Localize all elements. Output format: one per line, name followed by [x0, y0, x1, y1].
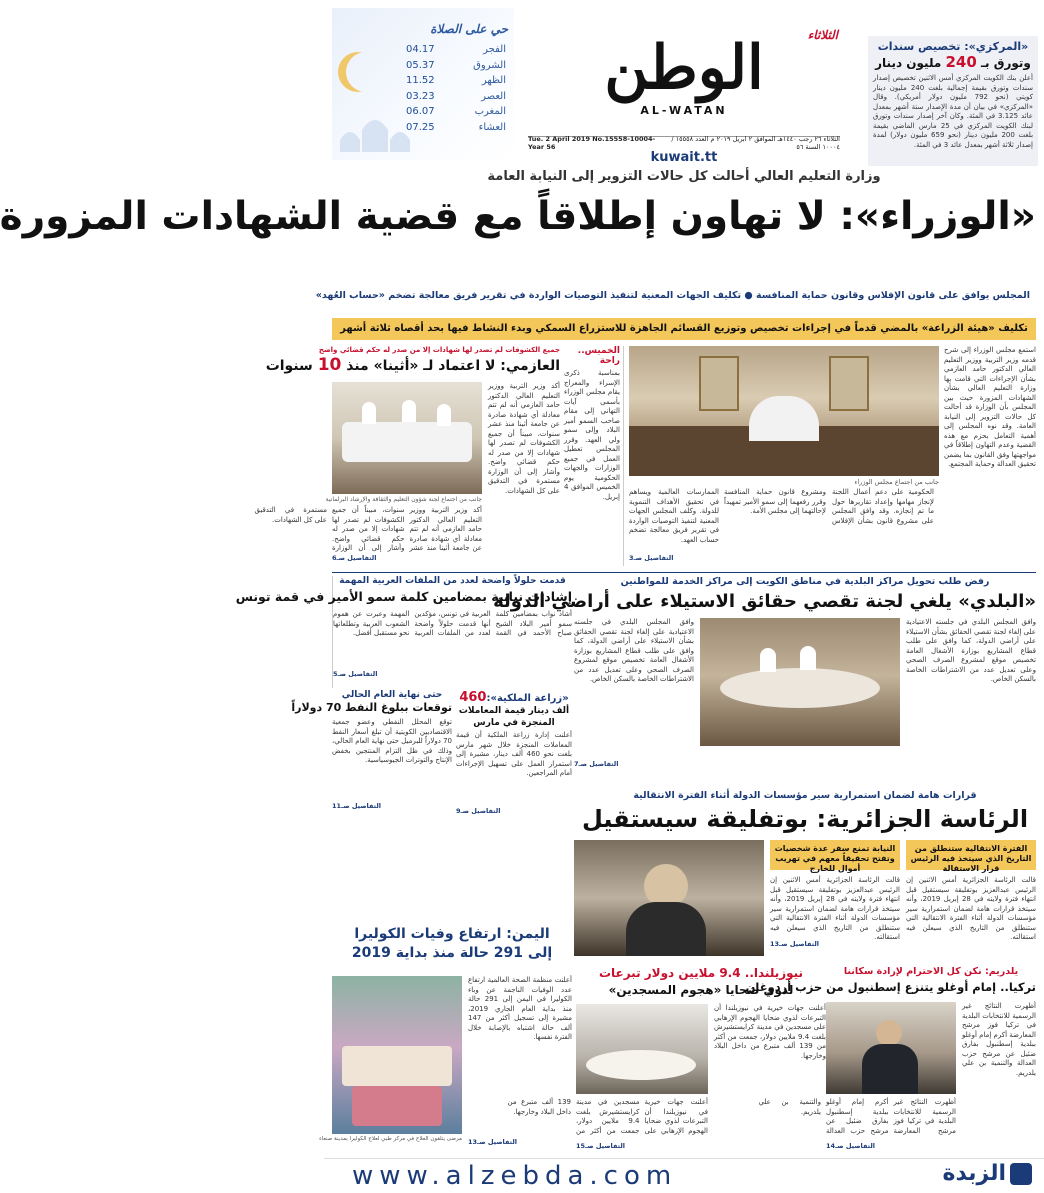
- footer-logo-icon: [1010, 1163, 1032, 1185]
- prayer-row: [406, 104, 506, 120]
- prayer-row: [406, 89, 506, 105]
- lead-byline[interactable]: التفاصيل صـ3: [629, 554, 674, 562]
- logo-latin: AL-WATAN: [640, 104, 728, 117]
- prayer-name: الظهر: [481, 75, 506, 86]
- prayer-list: [406, 42, 506, 135]
- footer-bar: [324, 1158, 1044, 1193]
- turkey-body-left: أظهرت النتائج غير الرسمية للانتخابات البلدية في تركيا فوز مرشح المعارضة أكرم إمام أوغلو ببلدية إسطنبول بفارق ضئيل عن مرشح حزب العدالة والتنمية بن علي يلدريم.: [758, 1098, 956, 1135]
- azmi-caption: جانب من اجتماع لجنة شؤون التعليم والثقافة والإرشاد البرلمانية: [325, 496, 482, 503]
- prayer-row: [406, 73, 506, 89]
- oil-kicker: حتى نهاية العام الحالي: [341, 690, 443, 700]
- prayer-name: الشروق: [473, 59, 506, 71]
- nz-kicker: نيوزيلندا.. 9.4 ملايين دولار تبرعات: [598, 966, 804, 980]
- turkey-body: أظهرت النتائج غير الرسمية للانتخابات البلدية في تركيا فوز مرشح المعارضة أكرم إمام أوغلو ببلدية إسطنبول بفارق ضئيل عن مرشح حزب العدالة والتنمية بن علي يلدريم.: [962, 1002, 1036, 1077]
- prayer-time: 04.17: [406, 44, 435, 55]
- lead-sub2: تكليف «هيئة الزراعة» بالمضي قدماً في إجراءات تخصيص وتوزيع القسائم الجاهزة للاستزراع السمكي وبدء النشاط فيها بحد أقصاه ثلاثة أشهر: [332, 318, 1036, 340]
- tunis-story[interactable]: [235, 576, 572, 688]
- baladi-photo: [700, 618, 900, 746]
- malakiya-kicker-line: «زراعة الملكية»:460: [459, 690, 569, 705]
- prayer-name: الفجر: [483, 44, 506, 55]
- footer-logo[interactable]: [943, 1161, 1032, 1186]
- nz-body: أعلنت جهات خيرية في نيوزيلندا أن التبرعات لذوي ضحايا الهجوم الإرهابي على مسجدين في مدينة كرايستشيرش بلغت 9.4 ملايين دولار، جمعت من أكثر من 139 ألف متبرع من داخل البلاد وخارجها.: [714, 1004, 827, 1060]
- prayer-name: العصر: [481, 90, 506, 102]
- turkey-headline: تركيا.. إمام أوغلو يتنزع إسطنبول من حزب أردوغان: [745, 980, 1036, 994]
- yemen-byline[interactable]: التفاصيل صـ13: [468, 1138, 517, 1146]
- baladi-byline[interactable]: التفاصيل صـ7: [574, 760, 619, 768]
- footer-url[interactable]: www.alzebda.com: [352, 1161, 678, 1191]
- moon-icon: [346, 52, 386, 92]
- algeria-byline[interactable]: التفاصيل صـ13: [770, 940, 819, 948]
- nz-byline[interactable]: التفاصيل صـ15: [576, 1142, 625, 1150]
- tunis-body: أشاد نواب بمضامين كلمة سمو أمير البلاد الشيخ صباح الأحمد في القمة العربية في تونس، مؤكدين أنها قدمت حلولاً واضحة لعدد من الملفات العربية المهمة وعبرت عن هموم الشعوب العربية وتطلعاتها نحو مستقبل أفضل.: [333, 610, 572, 637]
- prayer-time: 06.07: [406, 106, 435, 117]
- khamis-box[interactable]: [564, 346, 624, 566]
- tunis-kicker: قدمت حلولاً واضحة لعدد من الملفات العربية المهمة: [339, 576, 566, 586]
- prayer-row: [406, 58, 506, 74]
- central-bank-title: وتورق بـ 240 مليون دينار: [875, 53, 1031, 71]
- turkey-byline[interactable]: التفاصيل صـ14: [826, 1142, 875, 1150]
- turkey-photo: [826, 1002, 956, 1094]
- prayer-time: 05.37: [406, 59, 435, 71]
- nz-photo: [576, 1004, 708, 1094]
- yemen-story[interactable]: [319, 926, 572, 1156]
- tunis-byline[interactable]: التفاصيل صـ5: [333, 670, 378, 678]
- khamis-title: الخميس.. راحة: [577, 346, 620, 366]
- divider: [332, 572, 1036, 573]
- prayer-name: العشاء: [478, 121, 506, 133]
- azmi-body: أكد وزير التربية ووزير التعليم العالي الدكتور حامد العازمي أنه لم تتم معادلة أي شهادة صادرة عن جامعة أثينا منذ عشر سنوات، مبيناً أن جميع الكشوفات لم تصدر لها شهادات إلا من صدر له حكم قضائي واضح. وأشار إلى أن الوزارة مستمرة في التدقيق على كل الشهادات.: [254, 506, 482, 552]
- central-bank-box[interactable]: [868, 36, 1038, 166]
- central-bank-body: أعلن بنك الكويت المركزي أمس الاثنين تخصيص إصدار سندات وتورق بقيمة إجمالية بلغت 240 مليون دينار كويتي (نحو 792 مليون دولار أمريكي). وقال «المركزي» في بيان أن مدة الإصدار ستة أشهر بمعدل عائد 3.125 في المئة. وكان آخر إصدار سندات وتورق لبنك الكويت المركزي في 25 مارس الماضي بقيمة بلغت 200 مليون دينار (نحو 659 مليون دولار) لمدة إصدار ثلاثة أشهر بمعدل عائد 3 في المئة.: [873, 74, 1034, 149]
- algeria-story[interactable]: [574, 790, 1036, 960]
- azmi-photo: [332, 382, 482, 494]
- prayer-row: [406, 120, 506, 136]
- prayer-time: 11.52: [406, 75, 435, 86]
- oil-byline[interactable]: التفاصيل صـ11: [332, 802, 381, 810]
- date-english: Tue. 2 April 2019 No.15558-10004-Year 56: [528, 134, 656, 151]
- algeria-body-mid: قالت الرئاسة الجزائرية أمس الاثنين إن الرئيس عبدالعزيز بوتفليقة سيستقيل قبل انتهاء فترة ولايته في 28 إبريل 2019، وأنه سيتخذ قرارات هامة لضمان استمرارية سير مؤسسات الدولة أثناء الفترة الانتقالية التي ستنطلق من التاريخ الذي سيعلن فيه استقالته.: [770, 876, 900, 941]
- yemen-photo: [332, 976, 462, 1134]
- algeria-kicker: قرارات هامة لضمان استمرارية سير مؤسسات الدولة أثناء الفترة الانتقالية: [633, 790, 977, 801]
- nz-headline: لذوي ضحايا «هجوم المسجدين»: [608, 983, 794, 997]
- yemen-body: أعلنت منظمة الصحة العالمية ارتفاع عدد الوفيات الناجمة عن وباء الكوليرا في اليمن إلى 291 حالة منذ بداية العام الجاري 2019، مشيرة إلى تسجيل أكثر من 147 ألف حالة اشتباه بالإصابة خلال الفترة نفسها.: [468, 976, 572, 1041]
- mosque-icon: [340, 116, 410, 152]
- prayer-box: [332, 8, 514, 160]
- malakiya-byline[interactable]: التفاصيل صـ9: [456, 807, 501, 815]
- baladi-kicker: رفض طلب تحويل مراكز البلدية في مناطق الكويت إلى مراكز الخدمة للمواطنين: [620, 576, 990, 587]
- lead-photo-caption: جانب من اجتماع مجلس الوزراء: [854, 478, 939, 486]
- azmi-headline: العازمي: لا اعتماد لـ «أثينا» منذ 10 سنوات: [265, 355, 560, 375]
- tunis-headline: إشادات نيابية بمضامين كلمة سمو الأمير في قمة تونس: [235, 589, 572, 604]
- baladi-body-right: وافق المجلس البلدي في جلسته الاعتيادية على إلغاء لجنة تقصي الحقائق بشأن الاستيلاء على أراضي الدولة، كما وافق على طلب قطاع المشاريع بوزارة الأشغال العامة تخصيص موقع لمشروع الصرف الصحي وعلى تعديل عدد من الاشتراطات الخاصة بالسكن الخاص.: [906, 618, 1036, 683]
- logo-arabic: الوطن: [604, 33, 764, 103]
- oil-headline: توقعات ببلوغ النفط 70 دولاراً: [291, 701, 452, 714]
- masthead: [324, 0, 1044, 168]
- baladi-headline: «البلدي» يلغي لجنة تقصي حقائق الاستيلاء على أراضي الدولة: [493, 591, 1036, 612]
- baladi-body-left: وافق المجلس البلدي في جلسته الاعتيادية على إلغاء لجنة تقصي الحقائق بشأن الاستيلاء على أراضي الدولة، كما وافق على طلب قطاع المشاريع بوزارة الأشغال العامة تخصيص موقع لمشروع الصرف الصحي وعلى تعديل عدد من الاشتراطات الخاصة بالسكن الخاص.: [574, 618, 694, 683]
- yemen-kicker: اليمن: ارتفاع وفيات الكوليرا: [354, 926, 550, 942]
- prayer-time: 03.23: [406, 90, 435, 102]
- lead-body-mid: الحكومية على دعم أعمال اللجنة لإنجاز مهامها وإعداد تقاريرها حول ما تم إنجازه. وقد وافق المجلس على مشروع قانون بشأن الإفلاس ومشروع قانون حماية المنافسة وقرر رفعهما إلى سمو الأمير تمهيداً لإحالتهما إلى مجلس الأمة.: [724, 488, 934, 525]
- central-bank-kicker: «المركزي»: تخصيص سندات: [877, 40, 1029, 53]
- azmi-story[interactable]: [254, 346, 560, 568]
- khamis-body: بمناسبة ذكرى الإسراء والمعراج يقام مجلس الوزراء بأسمى آيات التهاني إلى مقام صاحب السمو أمير البلاد وإلى سمو ولي العهد. وقرر المجلس تعطيل العمل في جميع الوزارات والجهات الحكومية يوم الخميس الموافق 4 إبريل.: [564, 369, 620, 501]
- algeria-photo: [574, 840, 764, 956]
- malakiya-body: أعلنت إدارة زراعة الملكية أن قيمة المعاملات المنجزة خلال شهر مارس بلغت نحو 460 ألف دينار، مشيرة إلى استمرار العمل على تسهيل الإجراءات أمام المراجعين.: [456, 731, 572, 777]
- logo-block[interactable]: [520, 28, 848, 166]
- lead-body-left: الممارسات العالمية ويساهم في تحقيق الأهداف التنموية للدولة. وكلف المجلس الجهات المعنية لتنفيذ التوصيات الواردة في تقرير فريق معالجة تضخم حساب العهد.: [629, 488, 719, 544]
- prayer-row: [406, 42, 506, 58]
- lead-photo: [629, 346, 939, 476]
- turkey-kicker: يلدريم: نكن كل الاحترام لإرادة سكاننا: [843, 966, 1019, 977]
- algeria-headline: الرئاسة الجزائرية: بوتفليقة سيستقيل: [581, 805, 1029, 833]
- azmi-kicker: جميع الكشوفات لم تصدر لها شهادات إلا من صدر له حكم قضائي واضح: [318, 346, 560, 354]
- lead-body-right: استمع مجلس الوزراء إلى شرح قدمه وزير التربية ووزير التعليم العالي الدكتور حامد العازمي بشأن الإجراءات التي قامت بها وزارة التعليم العالي بشأن الشهادات المزورة حيث بين المجلس بأن الوزارة قد أحالت كل حالات التزوير إلى النيابة العامة. وقد نوه المجلس إلى أهمية التعامل بحزم مع هذه القضية وعدم التهاون إطلاقاً في مواجهتها وفق القانون بما يضمن تحقيق العدالة وحماية المجتمع.: [944, 346, 1036, 468]
- algeria-box2: النيابة تمنع سفر عدة شخصيات وتفتح تحقيقاً معهم في تهريب أموال للخارج: [770, 840, 900, 870]
- date-arabic: الثلاثاء ٢٦ رجب ١٤٤٠هـ الموافق ٢ ابريل ٢٠١٩ م العدد ١٥٥٥٨ / ١٠٠٠٤ السنة ٥٦: [671, 134, 840, 151]
- website-link[interactable]: kuwait.tt: [650, 150, 718, 165]
- malakiya-headline: ألف دينار قيمة المعاملات المنجزة في مارس: [458, 706, 570, 728]
- algeria-box1: الفترة الانتقالية ستنطلق من التاريخ الذي سيتخذ فيه الرئيس قرار الاستقالة: [906, 840, 1036, 870]
- yemen-headline: إلى 291 حالة منذ بداية 2019: [351, 945, 553, 961]
- prayer-name: المغرب: [474, 106, 506, 117]
- prayer-title: حي على الصلاة: [430, 22, 508, 36]
- nz-body-left: أعلنت جهات خيرية في نيوزيلندا أن التبرعات لذوي ضحايا الهجوم الإرهابي على مسجدين في مدينة كرايستشيرش بلغت 9.4 ملايين دولار، جمعت من أكثر من 139 ألف متبرع من داخل البلاد وخارجها.: [507, 1098, 708, 1135]
- weekday-label: الثلاثاء: [807, 28, 838, 42]
- lead-sub1: المجلس يوافق على قانون الإفلاس وقانون حماية المنافسة ● تكليف الجهات المعنية لتنفيذ التوصيات الواردة في تقرير فريق معالجة تضخم «حساب العُهد»: [315, 290, 1030, 301]
- footer-brand: الزبدة: [942, 1161, 1006, 1186]
- malakiya-story[interactable]: [456, 690, 572, 820]
- azmi-body-side: أكد وزير التربية ووزير التعليم العالي الدكتور حامد العازمي أنه لم تتم معادلة أي شهادة صادرة عن جامعة أثينا منذ عشر سنوات، مبيناً أن جميع الكشوفات لم تصدر لها شهادات إلا من صدر له حكم قضائي واضح. وأشار إلى أن الوزارة مستمرة في التدقيق على كل الشهادات.: [488, 382, 560, 495]
- azmi-byline[interactable]: التفاصيل صـ6: [332, 554, 377, 562]
- oil-body: توقع المحلل النفطي وعضو جمعية الاقتصاديين الكويتية أن تبلغ أسعار النفط 70 دولاراً للبرميل حتى نهاية العام الحالي، وذلك في ظل التزام المنتجين بخفض الإنتاج والتوترات الجيوسياسية.: [332, 718, 452, 764]
- oil-story[interactable]: [291, 690, 452, 820]
- algeria-body-right: قالت الرئاسة الجزائرية أمس الاثنين إن الرئيس عبدالعزيز بوتفليقة سيستقيل قبل انتهاء فترة ولايته في 28 إبريل 2019، وأنه سيتخذ قرارات هامة لضمان استمرارية سير مؤسسات الدولة أثناء الفترة الانتقالية التي ستنطلق من التاريخ الذي سيعلن فيه استقالته.: [906, 876, 1036, 941]
- lead-kicker: وزارة التعليم العالي أحالت كل حالات التزوير إلى النيابة العامة: [487, 169, 881, 184]
- prayer-time: 07.25: [406, 121, 435, 133]
- yemen-caption: مرضى يتلقون العلاج في مركز طبي لعلاج الكوليرا بمدينة صنعاء: [319, 1136, 462, 1142]
- date-strip: [528, 134, 840, 151]
- lead-headline[interactable]: «الوزراء»: لا تهاون إطلاقاً مع قضية الشهادات المزورة: [0, 194, 1036, 239]
